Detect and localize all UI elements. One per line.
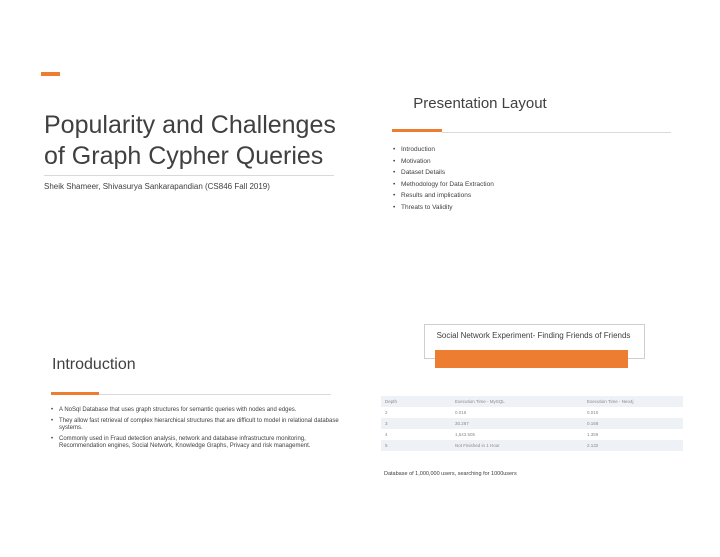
list-item: • Motivation xyxy=(393,156,494,168)
slide2-divider xyxy=(442,132,671,133)
slide4-title: Social Network Experiment- Finding Friends of Friends xyxy=(436,331,631,340)
slide3-divider xyxy=(99,394,331,395)
table-cell: 4 xyxy=(385,432,388,437)
table-row xyxy=(381,407,683,418)
list-item: • Threats to Validity xyxy=(393,202,494,214)
slide4-accent-bar xyxy=(435,350,628,368)
table-cell: 2.132 xyxy=(587,443,599,448)
table-cell: 1,543.505 xyxy=(455,432,476,437)
list-item: • Dataset Details xyxy=(393,167,494,179)
list-item: • They allow fast retrieval of complex hierarchical structures that are difficult to model in relational database systems. xyxy=(51,418,351,433)
list-item: • Commonly used in Fraud detection analysis, network and database infrastructure monitoring, Recommendation engines, Social Network, Knowledge Graphs, Privacy and risk management. xyxy=(51,436,351,451)
slide2-title: Presentation Layout xyxy=(413,95,547,112)
table-cell: 0.168 xyxy=(587,421,599,426)
list-item: • A NoSql Database that uses graph structures for semantic queries with nodes and edges. xyxy=(51,407,351,415)
table-cell: 3 xyxy=(385,421,388,426)
table-header-cell: Execution Time - MySQL xyxy=(455,399,505,404)
slide2-bullet-list xyxy=(393,144,494,213)
results-table xyxy=(381,396,683,451)
table-cell: 0.010 xyxy=(587,410,599,415)
table-header-row xyxy=(381,396,683,407)
slide3-title: Introduction xyxy=(52,356,136,373)
table-row xyxy=(381,440,683,451)
list-item: • Introduction xyxy=(393,144,494,156)
table-header-cell: Execution Time - Neo4j xyxy=(587,399,634,404)
table-cell: 30.267 xyxy=(455,421,469,426)
title-accent-bar xyxy=(41,72,60,76)
table-cell: 2 xyxy=(385,410,388,415)
table-row xyxy=(381,418,683,429)
table-header-cell: Depth xyxy=(385,399,398,404)
slide3-accent-bar xyxy=(51,392,99,395)
slide1-subtitle: Sheik Shameer, Shivasurya Sankarapandian (CS846 Fall 2019) xyxy=(44,182,270,191)
slide1-title: Popularity and Challenges of Graph Cypher Queries xyxy=(44,111,336,170)
list-item: • Results and implications xyxy=(393,190,494,202)
slide4-caption: Database of 1,000,000 users, searching for 1000users xyxy=(384,471,517,477)
table-row xyxy=(381,429,683,440)
slide2-accent-bar xyxy=(392,129,442,132)
list-item: • Methodology for Data Extraction xyxy=(393,179,494,191)
table-cell: 1.359 xyxy=(587,432,599,437)
table-cell: Not Finished in 1 Hour xyxy=(455,443,500,448)
table-cell: 5 xyxy=(385,443,388,448)
table-cell: 0.016 xyxy=(455,410,467,415)
slide1-divider xyxy=(44,175,334,176)
slide3-bullet-list xyxy=(51,407,351,454)
